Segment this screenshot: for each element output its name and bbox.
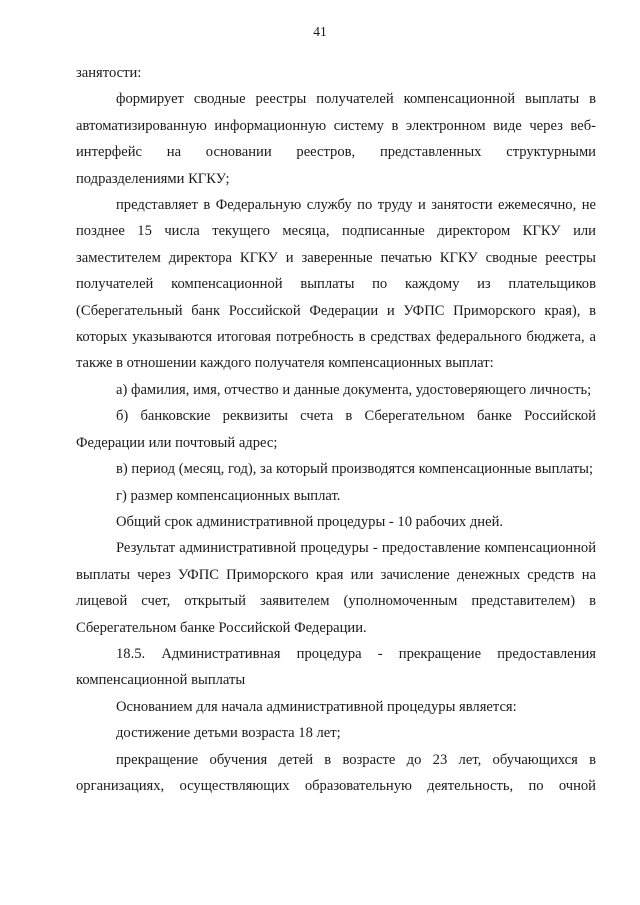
list-item-d: г) размер компенсационных выплат. [116, 487, 341, 504]
list-item-b: б) банковские реквизиты счета в Сберегательном банке Российской Федерации или почтовый адрес; [76, 408, 596, 451]
list-item-a: а) фамилия, имя, отчество и данные документа, удостоверяющего личность; [116, 381, 592, 398]
paragraph-procedure-result: Результат административной процедуры - предоставление компенсационной выплаты через УФПС Приморского края или зачисление денежных средств на лицевой счет, открытый заявителем (уполномоченным представителем) в Сберегательном банке Российской Федерации. [76, 540, 596, 636]
body-text [76, 60, 596, 799]
paragraph-age-18: достижение детьми возраста 18 лет; [116, 725, 341, 742]
paragraph-study-termination: прекращение обучения детей в возрасте до 23 лет, обучающихся в организациях, осуществляющих образовательную деятельность, по очной [76, 751, 596, 794]
list-item-c: в) период (месяц, год), за который производятся компенсационные выплаты; [116, 461, 594, 478]
paragraph-registry-submission: представляет в Федеральную службу по труду и занятости ежемесячно, не позднее 15 числа текущего месяца, подписанные директором КГКУ или заместителем директора КГКУ и заверенные печатью КГКУ сводные реестры получателей компенсационной выплаты по каждому из плательщиков (Сберегательный банк Российской Федерации и УФПС Приморского края), в которых указываются итоговая потребность в средствах федерального бюджета, а также в отношении каждого получателя компенсационных выплат: [76, 197, 596, 372]
paragraph-registry-formation: формирует сводные реестры получателей компенсационной выплаты в автоматизированную информационную систему в электронном виде через веб-интерфейс на основании реестров, представленных структурными подразделениями КГКУ; [76, 91, 596, 187]
section-heading-18-5: 18.5. Административная процедура - прекращение предоставления компенсационной выплаты [76, 645, 596, 689]
paragraph-procedure-duration: Общий срок административной процедуры - 10 рабочих дней. [116, 513, 504, 530]
paragraph-grounds: Основанием для начала административной процедуры является: [116, 698, 517, 715]
paragraph-continuation: занятости: [76, 65, 142, 81]
page-number: 41 [313, 24, 327, 39]
